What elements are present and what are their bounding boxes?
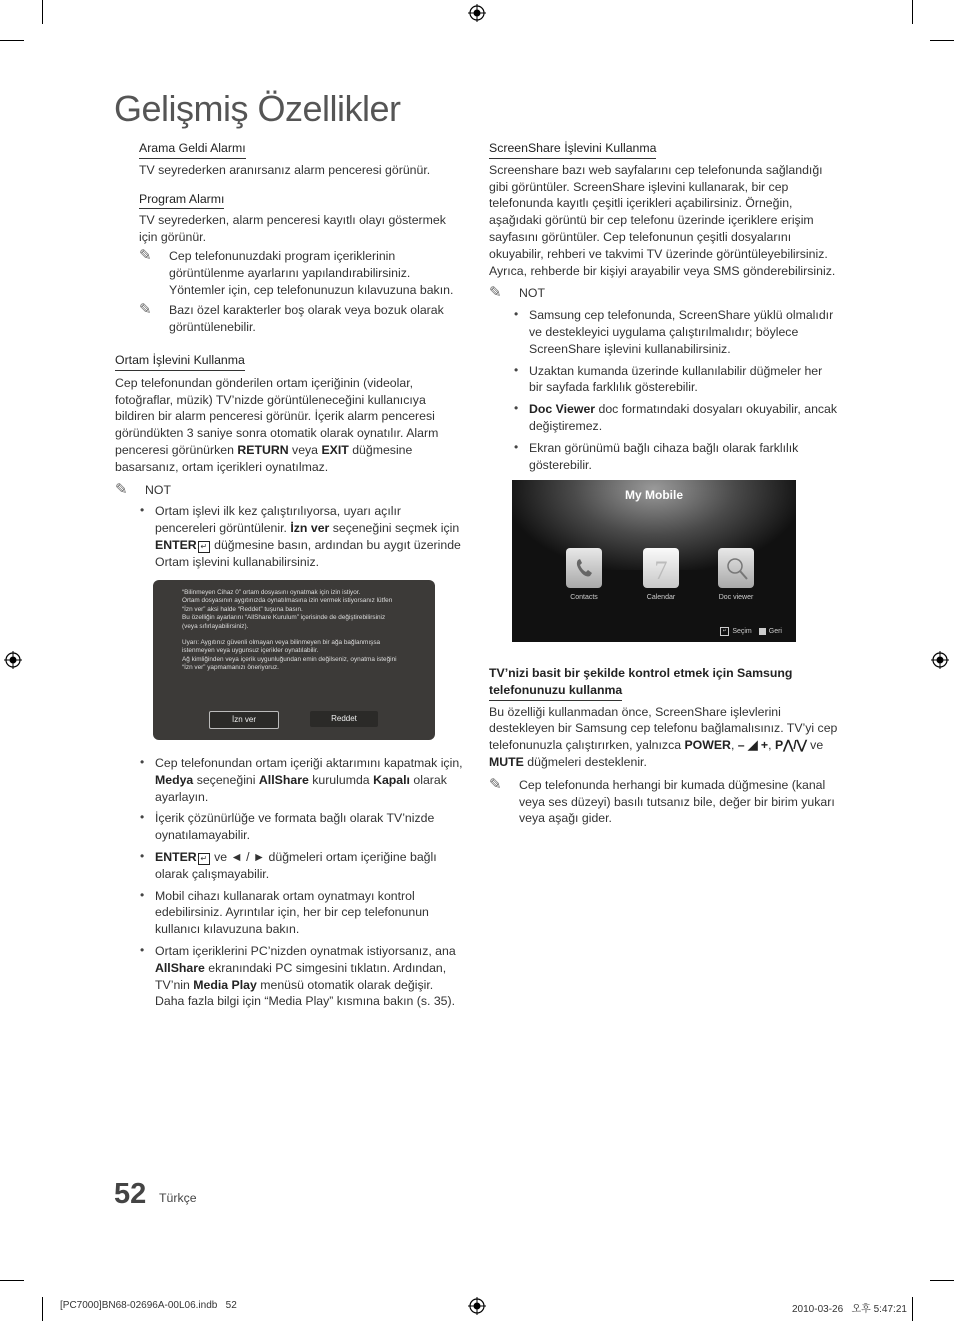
registration-mark-icon <box>931 651 949 669</box>
list-item: • İçerik çözünürlüğe ve formata bağlı olarak TV’nizde oynatılamayabilir. <box>140 810 463 844</box>
permission-dialog <box>153 580 435 740</box>
crop-mark <box>930 1280 954 1281</box>
left-lower-column <box>115 352 463 576</box>
registration-mark-icon <box>468 1297 486 1315</box>
paragraph: TV seyrederken, alarm penceresi kayıtlı olayı göstermek için görünür. <box>139 213 446 245</box>
crop-mark <box>0 1280 24 1281</box>
section-heading: Program Alarmı <box>139 191 224 210</box>
pencil-note-icon: ✎ <box>139 301 152 319</box>
list-item: • Samsung cep telefonunda, ScreenShare yüklü olmalıdır ve destekleyici uygulama çalıştırılmalıdır; böylece ScreenShare işlevini kullanabilirsiniz. <box>514 307 839 357</box>
section-heading: telefonunuzu kullanma <box>489 682 622 701</box>
crop-mark <box>42 1297 43 1321</box>
bullet-list <box>140 755 463 1010</box>
pencil-note-icon: ✎ <box>139 246 152 264</box>
right-column <box>489 140 839 478</box>
list-item: • ENTER ↵ ve ◄ / ► düğmeleri ortam içeriğine bağlı olarak çalışmayabilir. <box>140 849 463 883</box>
section-heading: TV’nizi basit bir şekilde kontrol etmek için Samsung <box>489 666 793 680</box>
deny-button[interactable]: Reddet <box>310 711 378 727</box>
docviewer-label: Doc viewer <box>718 594 754 601</box>
language-label: Türkçe <box>159 1191 197 1205</box>
return-icon <box>759 628 766 635</box>
enter-icon: ↵ <box>198 541 210 553</box>
docviewer-tile[interactable] <box>718 548 754 588</box>
screen-title: My Mobile <box>624 488 683 502</box>
note-label: NOT <box>145 482 171 497</box>
paragraph: Cep telefonundan gönderilen ortam içeriğinin (videolar, fotoğraflar, müzik) TV’nizde görüntüleneceğini kullanıcıya bildiren bir alarm penceresi görünür. İçerik alarm penceresi göründükten 3 saniye sonra otomatik olarak oynatılır. Alarm penceresi görünürken RETURN veya EXIT düğmesine basarsanız, ortam içerikleri oynatılmaz. <box>115 375 439 474</box>
pencil-note-icon: ✎ <box>489 284 502 302</box>
left-bullets <box>140 755 463 1015</box>
crop-mark <box>0 40 24 41</box>
note <box>489 777 839 827</box>
registration-mark-icon <box>4 651 22 669</box>
section-heading: Arama Geldi Alarmı <box>139 140 246 159</box>
enter-icon: ↵ <box>720 627 729 636</box>
list-item: • Uzaktan kumanda üzerinde kullanılabilir düğmeler her bir sayfada farklılık gösterebilir. <box>514 363 839 397</box>
list-item: • Ortam işlevi ilk kez çalıştırılıyorsa, uyarı açılır pencereleri görüntülenir. İzn ver seçeneğini seçmek için ENTER ↵ düğmesine basın, ardından bu aygıt üzerinde Ortam işlevini kullanabilirsiniz. <box>140 503 463 570</box>
paragraph: TV seyrederken aranırsanız alarm penceresi görünür. <box>139 162 431 177</box>
right-lower-column <box>489 665 839 827</box>
crop-mark <box>42 0 43 24</box>
paragraph: Screenshare bazı web sayfalarını cep telefonunda sağlandığı gibi görüntüler. ScreenShare işlevini kullanarak, bir cep telefonunda kayıtlı çeşitli içerikleri açabilirsiniz. Örneğin, aşağıdaki görüntü bir cep telefonu üzerinde içeriklere erişim sayfasını görüntüler. Cep telefonunun çeşitli dosyalarını okuyabilir, rehberi ve takvimi TV üzerinde görüntüleyebilirsiniz. Ayrıca, rehberde bir kişiyi arayabilir veya SMS gönderebilirsiniz. <box>489 162 836 278</box>
allow-button[interactable]: İzn ver <box>209 711 279 729</box>
bullet-list <box>140 503 463 570</box>
page-title: Gelişmiş Özellikler <box>114 88 401 129</box>
left-upper-column <box>139 140 464 336</box>
list-item: • Ekran görünümü bağlı cihaza bağlı olarak farklılık gösterebilir. <box>514 440 839 474</box>
bullet-list <box>514 307 839 473</box>
crop-mark <box>912 1297 913 1321</box>
note <box>115 482 463 499</box>
note-text: Bazı özel karakterler boş olarak veya bozuk olarak görüntülenebilir. <box>169 303 444 335</box>
section-heading: ScreenShare İşlevini Kullanma <box>489 140 656 159</box>
crop-mark <box>912 0 913 24</box>
note <box>139 302 464 336</box>
screen-footer-hints <box>720 627 782 636</box>
list-item: • Ortam içeriklerini PC’nizden oynatmak istiyorsanız, ana AllShare ekranındaki PC simgesini tıklatın. Ardından, TV’nin Media Play menüsü otomatik olarak değişir. Daha fazla bilgi için “Media Play” kısmına bakın (s. 35). <box>140 943 463 1010</box>
calendar-tile[interactable] <box>643 548 679 588</box>
list-item: • Cep telefonundan ortam içeriği aktarımını kapatmak için, Medya seçeneğini AllShare kurulumda Kapalı olarak ayarlayın. <box>140 755 463 805</box>
calendar-label: Calendar <box>646 594 676 601</box>
print-datetime: 2010-03-26 오후 5:47:21 <box>792 1304 907 1315</box>
calendar-icon: 7 <box>654 556 668 585</box>
note <box>139 248 464 298</box>
dialog-message: “Bilinmeyen Cihaz 0” ortam dosyasını oynatmak için izin istiyor. Ortam dosyasının aygıtınızda oynatılmasına izin vermek istiyorsanız lütfen “İzn ver” aksi halde “Reddet” tuşuna basın. Bu özelliğin ayarlarını “AllShare Kurulum” içerisinde de değiştirebilirsiniz (veya sıfırlayabilirsiniz). Uyarı: Aygıtınız güvenli olmayan veya bilinmeyen bir ağa bağlanmışsa istenmeyen veya uygunsuz içerikler oynatılabilir. Ağ kimliğinden veya içerik uygunluğundan emin değilseniz, oynatma isteğini “İzn ver” yapmamanızı öneriyoruz. <box>182 589 397 672</box>
back-hint: Geri <box>768 628 782 635</box>
file-info: [PC7000]BN68-02696A-00L06.indb 52 <box>60 1300 237 1311</box>
enter-icon: ↵ <box>198 853 210 865</box>
pencil-note-icon: ✎ <box>115 480 128 498</box>
paragraph: Bu özelliği kullanmadan önce, ScreenShare işlevlerini destekleyen bir Samsung cep telefonu bağlamalısınız. TV’yi cep telefonunuzla çalıştırırken, yalnızca POWER, – ◢ +, P⋀/⋁ ve MUTE düğmeleri desteklenir. <box>489 704 838 769</box>
crop-mark <box>930 40 954 41</box>
pencil-note-icon: ✎ <box>489 775 502 793</box>
list-item: • Mobil cihazı kullanarak ortam oynatmayı kontrol edebilirsiniz. Ayrıntılar için, her bir cep telefonunun kullanıcı kılavuzuna bakın. <box>140 888 463 938</box>
page-number: 52 <box>114 1178 147 1210</box>
section-heading: Ortam İşlevini Kullanma <box>115 352 245 371</box>
note-text: Cep telefonunuzdaki program içeriklerinin görüntülenme ayarlarını yapılandırabilirsiniz. Yöntemler için, cep telefonunuzun kılavuzuna bakın. <box>169 248 454 297</box>
my-mobile-screen <box>512 480 796 642</box>
phone-icon <box>566 548 602 588</box>
contacts-label: Contacts <box>570 594 598 601</box>
select-hint: Seçim <box>732 628 752 635</box>
note-label: NOT <box>519 286 545 301</box>
note-text: Cep telefonunda herhangi bir kumada düğmesine (kanal veya ses düzeyi) basılı tutsanız bile, değer bir birim yukarı veya aşağı gider. <box>519 777 835 826</box>
note <box>489 285 839 302</box>
registration-mark-icon <box>468 4 486 22</box>
magnifier-icon <box>718 548 754 588</box>
contacts-tile[interactable] <box>566 548 602 588</box>
list-item: • Doc Viewer doc formatındaki dosyaları okuyabilir, ancak değiştiremez. <box>514 401 839 435</box>
